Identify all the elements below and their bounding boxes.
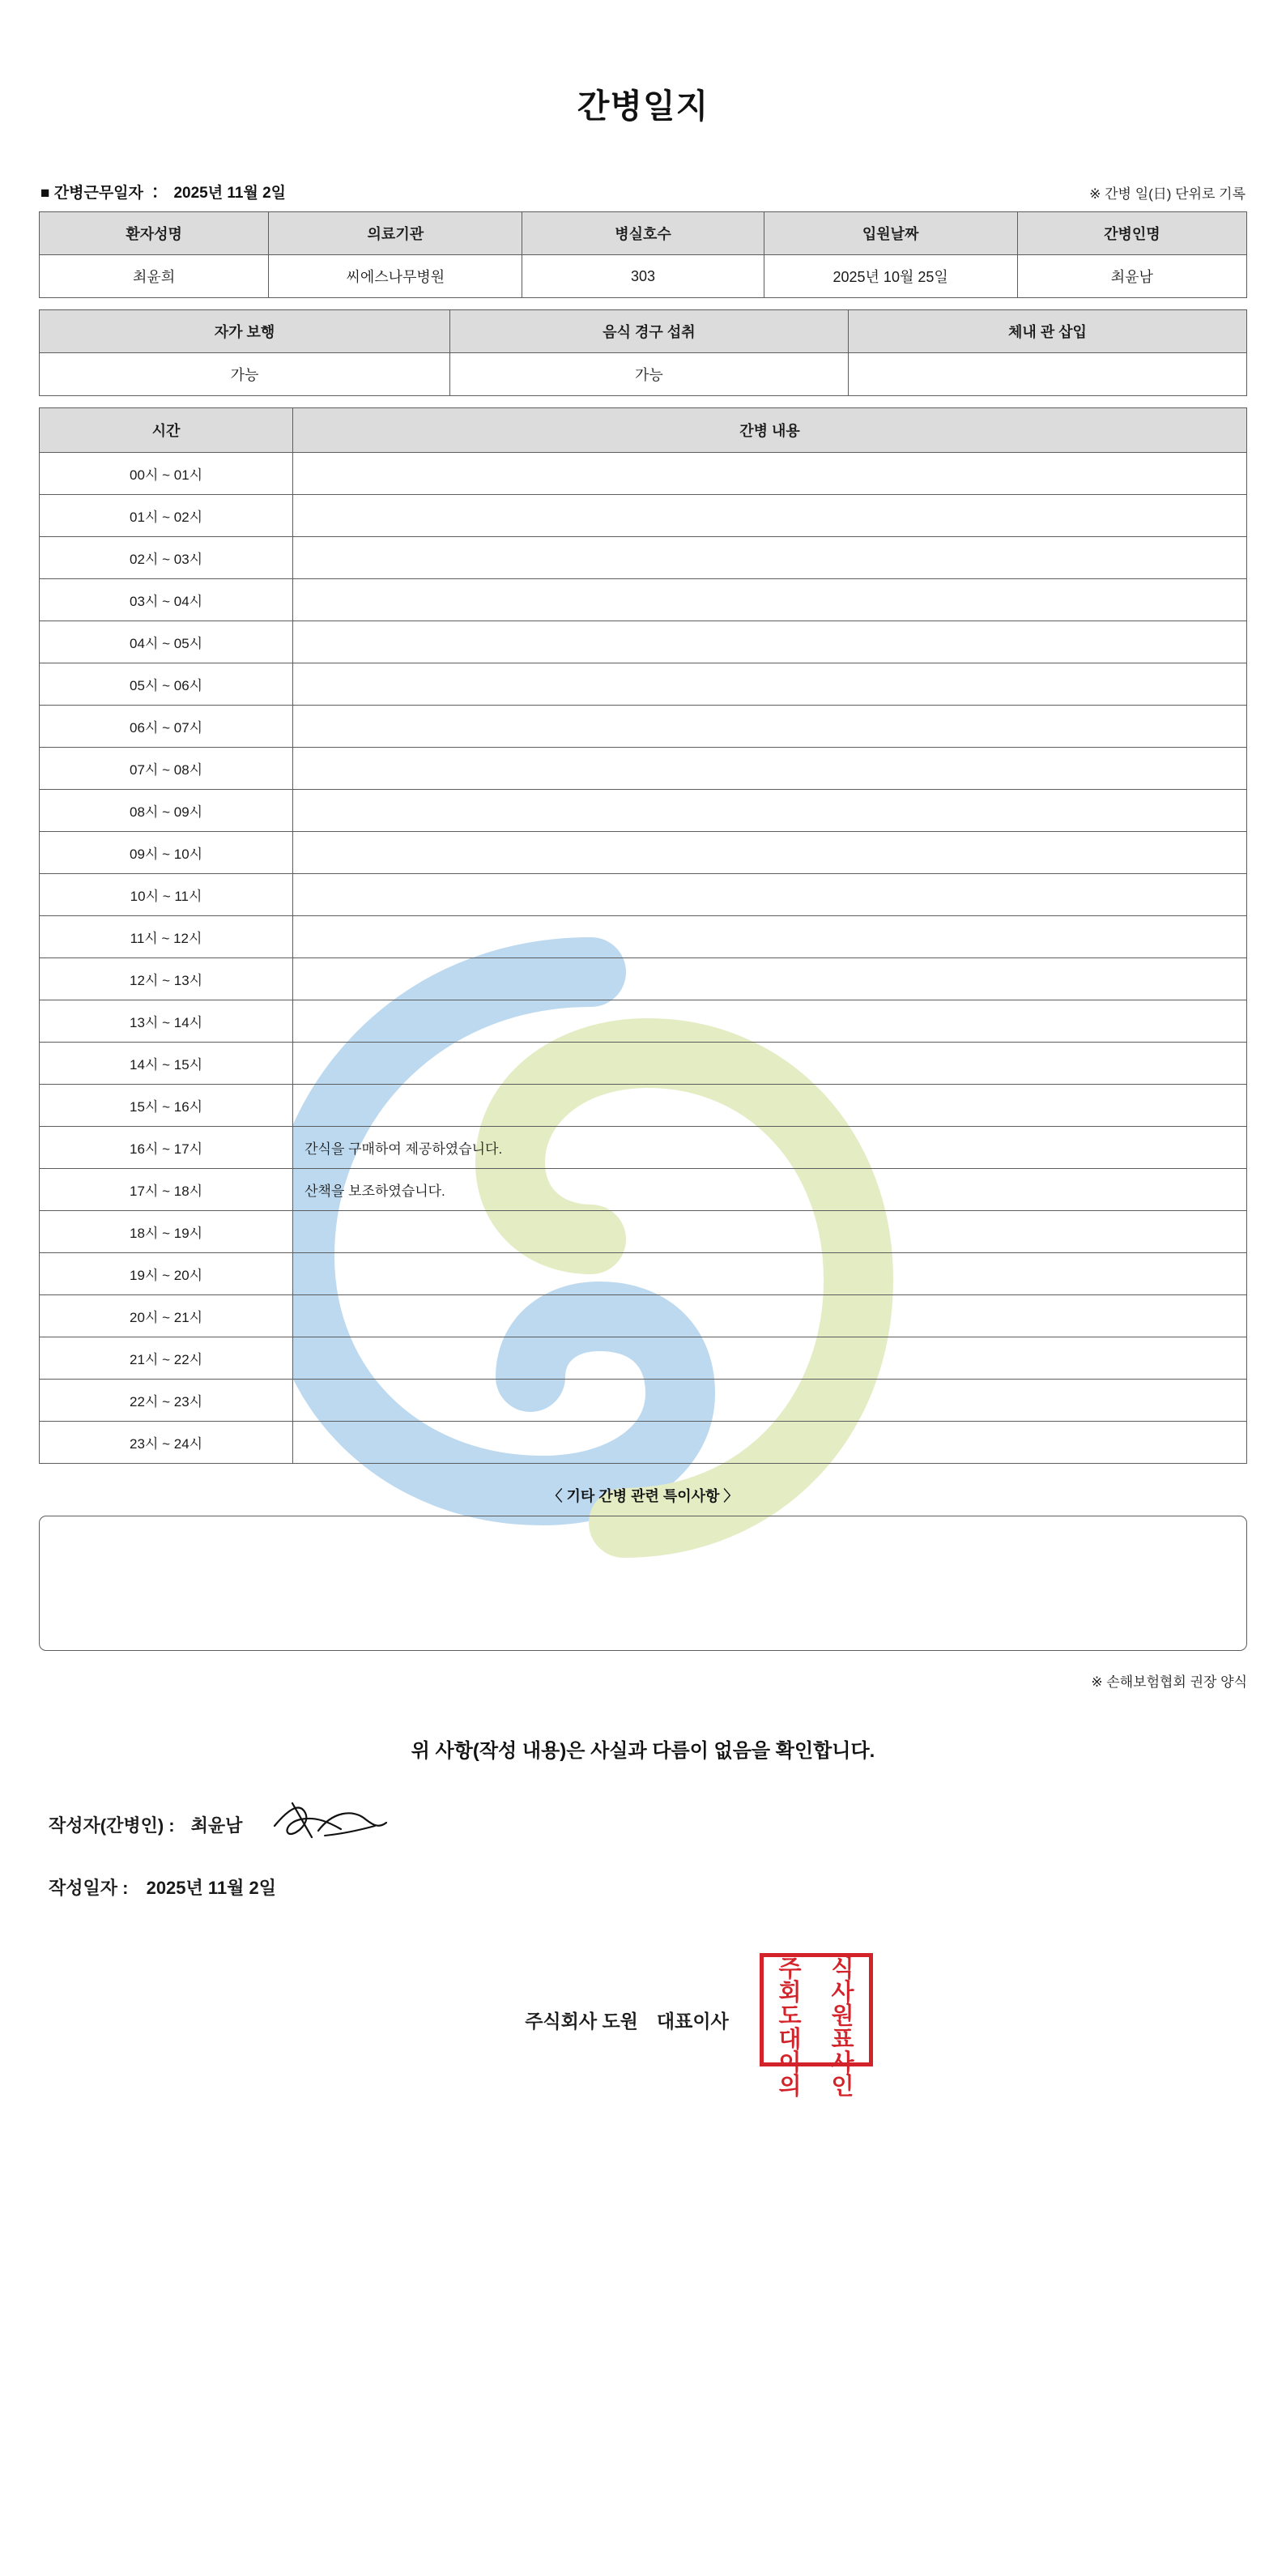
- stamp-char: 의: [778, 2072, 802, 2100]
- table-row: [40, 874, 1247, 916]
- cell-time: 00시 ~ 01시: [40, 453, 293, 495]
- cell-self-walking: 가능: [40, 353, 450, 396]
- hourly-log-body: [40, 453, 1247, 1464]
- table-row: [40, 310, 1247, 353]
- cell-care-content[interactable]: [293, 1337, 1247, 1380]
- cell-time: 14시 ~ 15시: [40, 1043, 293, 1085]
- cell-time: 21시 ~ 22시: [40, 1337, 293, 1380]
- cell-care-content[interactable]: [293, 874, 1247, 916]
- table-row: [40, 212, 1247, 255]
- cell-care-content[interactable]: [293, 537, 1247, 579]
- table-row: [40, 537, 1247, 579]
- stamp-char: 도: [778, 2002, 802, 2029]
- cell-room-number: 303: [522, 255, 764, 298]
- table-row: [40, 790, 1247, 832]
- cell-time: 16시 ~ 17시: [40, 1127, 293, 1169]
- cell-time: 03시 ~ 04시: [40, 579, 293, 621]
- association-note: ※ 손해보험협회 권장 양식: [1091, 1674, 1247, 1690]
- cell-care-content[interactable]: [293, 453, 1247, 495]
- stamp-char: 원: [831, 2002, 854, 2029]
- cell-time: 13시 ~ 14시: [40, 1000, 293, 1043]
- cell-care-content[interactable]: [293, 1043, 1247, 1085]
- cell-care-content[interactable]: 산책을 보조하였습니다.: [293, 1169, 1247, 1211]
- col-header-patient-name: 환자성명: [40, 212, 269, 255]
- cell-time: 15시 ~ 16시: [40, 1085, 293, 1127]
- cell-time: 06시 ~ 07시: [40, 706, 293, 748]
- meta-row: [39, 181, 1247, 203]
- cell-time: 02시 ~ 03시: [40, 537, 293, 579]
- col-header-caregiver-name: 간병인명: [1017, 212, 1246, 255]
- table-row: [40, 958, 1247, 1000]
- table-row: [40, 1422, 1247, 1464]
- table-row: [40, 579, 1247, 621]
- cell-admission-date: 2025년 10월 25일: [764, 255, 1017, 298]
- stamp-char: 사: [831, 2049, 854, 2076]
- stamp-char: 이: [778, 2049, 802, 2076]
- stamp-char: 인: [831, 2072, 854, 2100]
- cell-care-content[interactable]: [293, 1000, 1247, 1043]
- unit-note: ※ 간병 일(日) 단위로 기록: [1089, 186, 1246, 202]
- remarks-title: 〈 기타 간병 관련 특이사항 〉: [547, 1488, 739, 1504]
- table-row: [40, 495, 1247, 537]
- cell-time: 18시 ~ 19시: [40, 1211, 293, 1253]
- write-date-label: 작성일자 :: [49, 1878, 129, 1898]
- table-row: [40, 1253, 1247, 1295]
- status-table: [39, 309, 1247, 396]
- cell-time: 01시 ~ 02시: [40, 495, 293, 537]
- table-row: [40, 1085, 1247, 1127]
- cell-care-content[interactable]: [293, 958, 1247, 1000]
- stamp-char: 주: [778, 1955, 802, 1982]
- table-row: [40, 832, 1247, 874]
- cell-time: 17시 ~ 18시: [40, 1169, 293, 1211]
- remarks-box[interactable]: [39, 1516, 1247, 1651]
- cell-time: 10시 ~ 11시: [40, 874, 293, 916]
- cell-time: 22시 ~ 23시: [40, 1380, 293, 1422]
- col-header-self-walking: 자가 보행: [40, 310, 450, 353]
- author-line: [39, 1802, 1247, 1847]
- cell-patient-name: 최윤희: [40, 255, 269, 298]
- stamp-char: 회: [778, 1978, 802, 2006]
- patient-info-table: [39, 211, 1247, 298]
- table-row: [40, 748, 1247, 790]
- cell-oral-intake: 가능: [449, 353, 848, 396]
- cell-hospital: 씨에스나무병원: [269, 255, 522, 298]
- cell-care-content[interactable]: [293, 495, 1247, 537]
- col-header-oral-intake: 음식 경구 섭취: [449, 310, 848, 353]
- cell-care-content[interactable]: [293, 1211, 1247, 1253]
- confirmation-statement: 위 사항(작성 내용)은 사실과 다름이 없음을 확인합니다.: [411, 1740, 875, 1762]
- cell-care-content[interactable]: [293, 706, 1247, 748]
- stamp-char: 대: [778, 2025, 802, 2053]
- table-row: [40, 1043, 1247, 1085]
- cell-time: 19시 ~ 20시: [40, 1253, 293, 1295]
- stamp-char: 사: [831, 1978, 854, 2006]
- table-row: [40, 706, 1247, 748]
- stamp-char: 표: [831, 2025, 854, 2053]
- cell-time: 11시 ~ 12시: [40, 916, 293, 958]
- table-row: [40, 663, 1247, 706]
- table-row: [40, 1127, 1247, 1169]
- company-row: [39, 1955, 1247, 2100]
- cell-time: 12시 ~ 13시: [40, 958, 293, 1000]
- cell-time: 04시 ~ 05시: [40, 621, 293, 663]
- cell-time: 23시 ~ 24시: [40, 1422, 293, 1464]
- cell-care-content[interactable]: [293, 621, 1247, 663]
- table-row: [40, 1295, 1247, 1337]
- author-label: 작성자(간병인) :: [49, 1815, 175, 1836]
- page-title: 간병일지: [577, 87, 709, 125]
- table-row: [40, 453, 1247, 495]
- work-date: [40, 181, 286, 203]
- table-row: [40, 1380, 1247, 1422]
- cell-care-content[interactable]: [293, 1380, 1247, 1422]
- cell-time: 20시 ~ 21시: [40, 1295, 293, 1337]
- cell-care-content[interactable]: [293, 1253, 1247, 1295]
- cell-care-content[interactable]: [293, 663, 1247, 706]
- cell-care-content[interactable]: [293, 579, 1247, 621]
- table-row: [40, 353, 1247, 396]
- cell-care-content[interactable]: [293, 790, 1247, 832]
- work-date-value: 2025년 11월 2일: [173, 185, 286, 202]
- work-date-label: ■ 간병근무일자 ：: [40, 185, 164, 202]
- cell-tube-insertion: [848, 353, 1246, 396]
- table-row: [40, 1211, 1247, 1253]
- cell-time: 07시 ~ 08시: [40, 748, 293, 790]
- handwritten-signature-icon: [268, 1798, 390, 1844]
- cell-time: 09시 ~ 10시: [40, 832, 293, 874]
- col-header-tube-insertion: 체내 관 삽입: [848, 310, 1246, 353]
- col-header-admission-date: 입원날짜: [764, 212, 1017, 255]
- table-row: [40, 408, 1247, 453]
- cell-care-content[interactable]: [293, 832, 1247, 874]
- table-row: [40, 916, 1247, 958]
- hourly-log-table: [39, 407, 1247, 1464]
- table-row: [40, 1169, 1247, 1211]
- write-date-line: [39, 1874, 1247, 1900]
- cell-time: 05시 ~ 06시: [40, 663, 293, 706]
- col-header-time: 시간: [40, 408, 293, 453]
- table-row: [40, 1000, 1247, 1043]
- write-date-value: 2025년 11월 2일: [146, 1878, 276, 1898]
- company-seal-stamp: [760, 1953, 873, 2100]
- company-name: 주식회사 도원 대표이사: [525, 2011, 729, 2032]
- author-value: 최윤남: [190, 1815, 243, 1836]
- table-row: [40, 255, 1247, 298]
- col-header-hospital: 의료기관: [269, 212, 522, 255]
- table-row: [40, 1337, 1247, 1380]
- cell-care-content[interactable]: [293, 748, 1247, 790]
- cell-care-content[interactable]: [293, 916, 1247, 958]
- cell-care-content[interactable]: [293, 1295, 1247, 1337]
- stamp-char: 식: [831, 1955, 854, 1982]
- col-header-care-content: 간병 내용: [293, 408, 1247, 453]
- cell-care-content[interactable]: [293, 1085, 1247, 1127]
- cell-time: 08시 ~ 09시: [40, 790, 293, 832]
- cell-care-content[interactable]: 간식을 구매하여 제공하였습니다.: [293, 1127, 1247, 1169]
- col-header-room-number: 병실호수: [522, 212, 764, 255]
- cell-caregiver-name: 최윤남: [1017, 255, 1246, 298]
- table-row: [40, 621, 1247, 663]
- cell-care-content[interactable]: [293, 1422, 1247, 1464]
